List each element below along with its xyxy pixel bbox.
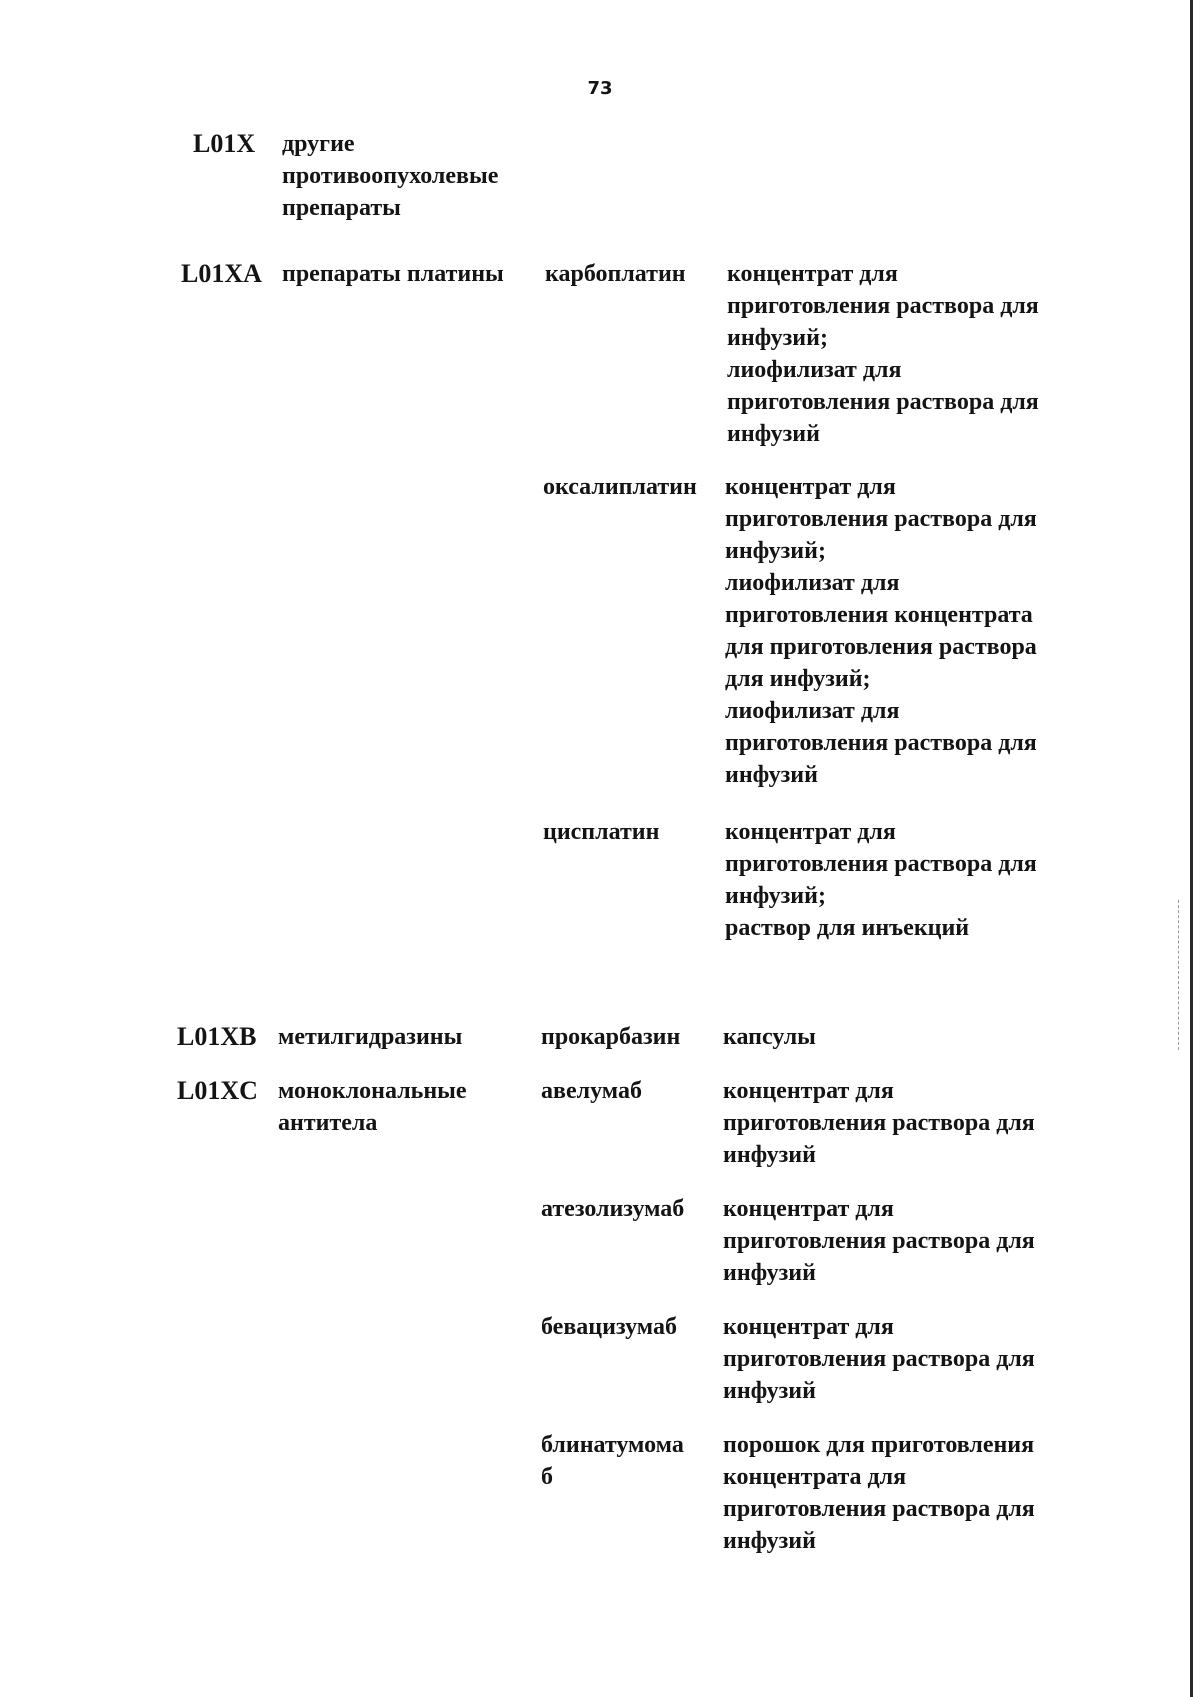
dosage-form: капсулы: [723, 1024, 816, 1050]
atc-code: L01X: [193, 129, 256, 158]
dosage-form: концентрат для приготовления раствора для инфузий; лиофилизат для приготовления концентрата для приготовления раствора для инфузий; лиофилизат для приготовления раствора для инфузий: [725, 474, 1037, 788]
drug-name: цисплатин: [543, 819, 660, 845]
group-name: другие противоопухолевые препараты: [282, 131, 499, 221]
drug-name: атезолизумаб: [541, 1196, 685, 1222]
dosage-form: концентрат для приготовления раствора для инфузий: [723, 1196, 1035, 1286]
dosage-form: концентрат для приготовления раствора для инфузий; лиофилизат для приготовления раствора для инфузий: [727, 261, 1039, 447]
atc-code: L01XA: [181, 259, 262, 288]
page-edge-mark: [1178, 900, 1180, 1050]
atc-code: L01XB: [177, 1022, 257, 1051]
dosage-form: концентрат для приготовления раствора для инфузий; раствор для инъекций: [725, 819, 1037, 941]
drug-name: авелумаб: [541, 1078, 642, 1104]
drug-name: прокарбазин: [541, 1024, 681, 1050]
drug-name: блинатумома б: [541, 1432, 684, 1490]
atc-code: L01XC: [177, 1076, 258, 1105]
page-edge-line: [1190, 0, 1193, 1697]
page-number: 73: [587, 78, 613, 99]
drug-name: карбоплатин: [545, 261, 686, 287]
dosage-form: порошок для приготовления концентрата для приготовления раствора для инфузий: [723, 1432, 1035, 1554]
drug-name: бевацизумаб: [541, 1314, 677, 1340]
group-name: метилгидразины: [278, 1024, 463, 1050]
group-name: препараты платины: [282, 261, 504, 287]
dosage-form: концентрат для приготовления раствора для инфузий: [723, 1314, 1035, 1404]
group-name: моноклональные антитела: [278, 1078, 467, 1136]
dosage-form: концентрат для приготовления раствора для инфузий: [723, 1078, 1035, 1168]
drug-name: оксалиплатин: [543, 474, 697, 500]
